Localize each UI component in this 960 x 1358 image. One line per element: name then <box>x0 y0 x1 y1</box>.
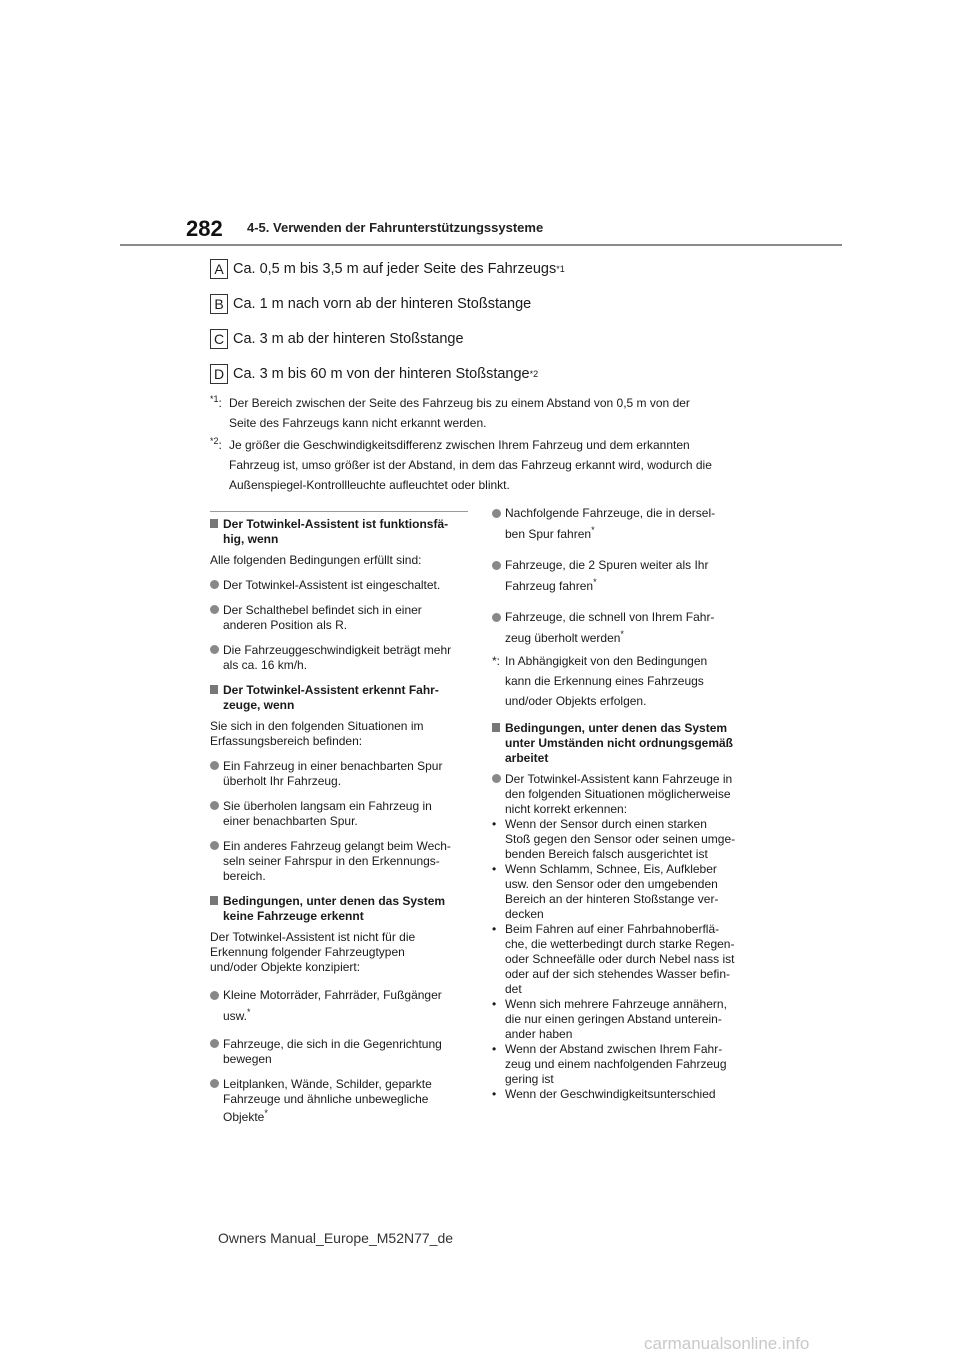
note-marker: *: <box>492 654 501 668</box>
watermark: carmanualsonline.info <box>644 1334 810 1353</box>
list-item <box>492 503 750 545</box>
dot-bullet-icon: • <box>492 922 497 936</box>
footnote-line: Je größer die Geschwindigkeitsdifferenz zwischen Ihrem Fahrzeug und dem erkannten <box>229 438 690 452</box>
page-number: 282 <box>186 216 223 241</box>
circle-bullet-icon <box>492 561 501 570</box>
list-item-text: den folgenden Situationen möglicherweise <box>505 787 731 801</box>
column-rule <box>210 511 468 512</box>
footnote-ref: * <box>593 577 597 587</box>
legend-item-b <box>210 294 850 314</box>
dash-item-text: Wenn der Geschwindigkeitsunterschied <box>505 1087 716 1101</box>
circle-bullet-icon <box>210 991 219 1000</box>
legend-letter-box: A <box>210 259 228 279</box>
circle-bullet-icon <box>210 801 219 810</box>
paragraph-line: und/oder Objekte konzipiert: <box>210 960 361 974</box>
list-item-text: Leitplanken, Wände, Schilder, geparkte <box>223 1077 432 1091</box>
dash-item-text: Bereich an der hinteren Stoßstange ver- <box>505 892 719 906</box>
legend-item-d: D Ca. 3 m bis 60 m von der hinteren Stoßstange *2 <box>210 364 850 384</box>
dash-item-text: decken <box>505 907 544 921</box>
legend-letter-box: D <box>210 364 228 384</box>
footnote-1: $^{*1}$: Der Bereich zwischen der Seite des Fahrzeug bis zu einem Abstand von 0,5 m von der Seite des Fahrzeugs kann nicht erkannt werden. <box>210 393 770 433</box>
paragraph <box>210 719 468 749</box>
legend-letter-box: C <box>210 329 228 349</box>
section-heading <box>210 517 468 547</box>
circle-bullet-icon <box>210 761 219 770</box>
legend-text: Ca. 3 m bis 60 m von der hinteren Stoßstange <box>233 366 530 382</box>
dash-item <box>492 862 750 922</box>
heading-line: Bedingungen, unter denen das System <box>505 721 728 735</box>
footnote-line: Der Bereich zwischen der Seite des Fahrzeug bis zu einem Abstand von 0,5 m von der <box>229 396 690 410</box>
list-item <box>210 1037 468 1067</box>
section-heading <box>210 894 468 924</box>
list-item-text: als ca. 16 km/h. <box>223 658 308 672</box>
circle-bullet-icon <box>492 509 501 518</box>
list-item <box>492 607 750 649</box>
legend-item-a: A Ca. 0,5 m bis 3,5 m auf jeder Seite des Fahrzeugs *1 <box>210 259 850 279</box>
paragraph <box>210 930 468 975</box>
footnote-note <box>492 651 750 711</box>
list-item <box>210 799 468 829</box>
legend-item-c <box>210 329 850 349</box>
list-item-text: Der Totwinkel-Assistent kann Fahrzeuge in <box>505 772 733 786</box>
heading-line: hig, wenn <box>223 532 279 546</box>
list-item <box>210 985 468 1027</box>
heading-line: zeuge, wenn <box>223 698 295 712</box>
dash-item-text: Wenn der Sensor durch einen starken <box>505 817 707 831</box>
footnote-2: $^{*2}$: Je größer die Geschwindigkeitsdifferenz zwischen Ihrem Fahrzeug und dem erkannten Fahrzeug ist, umso größer ist der Abstand, in dem das Fahrzeug erkannt wird, wodurch die Außenspiegel-Kontrollleuchte aufleuchtet oder blinkt. <box>210 435 770 495</box>
square-bullet-icon <box>492 723 500 732</box>
dash-item-text: Stoß gegen den Sensor oder seinen umge- <box>505 832 736 846</box>
dot-bullet-icon: • <box>492 997 497 1011</box>
circle-bullet-icon <box>492 774 501 783</box>
paragraph: Alle folgenden Bedingungen erfüllt sind: <box>210 553 422 567</box>
dash-item <box>492 997 750 1042</box>
list-item-text: zeug überholt werden <box>505 631 621 645</box>
dash-item-text: oder Schneefälle oder durch Nebel nass ist <box>505 952 735 966</box>
legend-text: Ca. 1 m nach vorn ab der hinteren Stoßstange <box>233 296 532 312</box>
list-item-text: Fahrzeuge, die schnell von Ihrem Fahr- <box>505 610 715 624</box>
dash-item-text: die nur einen geringen Abstand unterein- <box>505 1012 722 1026</box>
list-item-text: ben Spur fahren <box>505 527 592 541</box>
dash-item-text: det <box>505 982 522 996</box>
list-item <box>210 1077 468 1128</box>
dot-bullet-icon: • <box>492 1087 497 1101</box>
note-line: und/oder Objekts erfolgen. <box>505 694 647 708</box>
dot-bullet-icon: • <box>492 817 497 831</box>
footnote-ref: * <box>620 629 624 639</box>
list-item-text: Die Fahrzeuggeschwindigkeit beträgt mehr <box>223 643 452 657</box>
heading-line: arbeitet <box>505 751 549 765</box>
list-item-text: Kleine Motorräder, Fahrräder, Fußgänger <box>223 988 442 1002</box>
left-column <box>210 517 468 1128</box>
dot-bullet-icon: • <box>492 1042 497 1056</box>
list-item-text: Ein Fahrzeug in einer benachbarten Spur <box>223 759 443 773</box>
list-item <box>210 578 468 593</box>
header-rule <box>120 244 842 246</box>
list-item-text: überholt Ihr Fahrzeug. <box>223 774 342 788</box>
right-column <box>492 503 750 1102</box>
dash-item-text: Wenn der Abstand zwischen Ihrem Fahr- <box>505 1042 723 1056</box>
section-heading <box>492 721 750 766</box>
heading-line: unter Umständen nicht ordnungsgemäß <box>505 736 734 750</box>
list-item-text: Objekte <box>223 1110 265 1124</box>
list-item <box>210 839 468 884</box>
list-item-text: Nachfolgende Fahrzeuge, die in dersel- <box>505 506 716 520</box>
list-item-text: bereich. <box>223 869 266 883</box>
heading-line: Der Totwinkel-Assistent erkennt Fahr- <box>223 683 439 697</box>
list-item <box>492 555 750 597</box>
paragraph-line: Erkennung folgender Fahrzeugtypen <box>210 945 405 959</box>
list-item-text: Der Totwinkel-Assistent ist eingeschaltet. <box>223 578 441 592</box>
footnote-ref: * <box>264 1108 268 1118</box>
circle-bullet-icon <box>210 605 219 614</box>
footnote-marker: *1 <box>210 394 219 404</box>
circle-bullet-icon <box>210 1079 219 1088</box>
heading-line: Bedingungen, unter denen das System <box>223 894 446 908</box>
heading-line: Der Totwinkel-Assistent ist funktionsfä- <box>223 517 449 531</box>
footnote-ref: * <box>591 525 595 535</box>
note-line: kann die Erkennung eines Fahrzeugs <box>505 674 704 688</box>
page-header <box>0 0 960 260</box>
footnote-line: Seite des Fahrzeugs kann nicht erkannt werden. <box>229 416 487 430</box>
list-item-text: nicht korrekt erkennen: <box>505 802 628 816</box>
circle-bullet-icon <box>492 613 501 622</box>
list-item <box>210 759 468 789</box>
legend-text: Ca. 3 m ab der hinteren Stoßstange <box>233 331 464 347</box>
list-item <box>210 603 468 633</box>
section-heading <box>210 683 468 713</box>
paragraph-line: Sie sich in den folgenden Situationen im <box>210 719 424 733</box>
circle-bullet-icon <box>210 580 219 589</box>
square-bullet-icon <box>210 519 218 528</box>
dash-item-text: benden Bereich falsch ausgerichtet ist <box>505 847 708 861</box>
paragraph-line: Erfassungsbereich befinden: <box>210 734 363 748</box>
dash-item-text: gering ist <box>505 1072 554 1086</box>
dash-item-text: Beim Fahren auf einer Fahrbahnoberflä- <box>505 922 720 936</box>
dash-item <box>492 817 750 862</box>
footnote-ref: * <box>247 1007 251 1017</box>
list-item-text: Fahrzeuge, die sich in die Gegenrichtung <box>223 1037 442 1051</box>
square-bullet-icon <box>210 896 218 905</box>
list-item <box>492 772 750 817</box>
range-legend <box>210 259 850 399</box>
paragraph-line: Der Totwinkel-Assistent ist nicht für die <box>210 930 416 944</box>
list-item-text: Fahrzeug fahren <box>505 579 594 593</box>
list-item-text: seln seiner Fahrspur in den Erkennungs- <box>223 854 440 868</box>
footer-text: Owners Manual_Europe_M52N77_de <box>218 1230 454 1246</box>
dash-item <box>492 1087 750 1102</box>
dash-item-text: ander haben <box>505 1027 573 1041</box>
dash-item-text: Wenn Schlamm, Schnee, Eis, Aufkleber <box>505 862 717 876</box>
list-item-text: Ein anderes Fahrzeug gelangt beim Wech- <box>223 839 451 853</box>
dash-item <box>492 922 750 997</box>
dash-item-text: oder auf der sich stehendes Wasser befin- <box>505 967 731 981</box>
dash-item-text: zeug und einem nachfolgenden Fahrzeug <box>505 1057 727 1071</box>
dash-item-text: Wenn sich mehrere Fahrzeuge annähern, <box>505 997 727 1011</box>
list-item-text: Der Schalthebel befindet sich in einer <box>223 603 422 617</box>
circle-bullet-icon <box>210 645 219 654</box>
list-item-text: anderen Position als R. <box>223 618 348 632</box>
dash-item <box>492 1042 750 1087</box>
list-item-text: usw. <box>223 1009 248 1023</box>
note-line: In Abhängigkeit von den Bedingungen <box>505 654 708 668</box>
dot-bullet-icon: • <box>492 862 497 876</box>
list-item-text: Fahrzeuge, die 2 Spuren weiter als Ihr <box>505 558 709 572</box>
circle-bullet-icon <box>210 1039 219 1048</box>
list-item-text: bewegen <box>223 1052 272 1066</box>
footnote-line: Fahrzeug ist, umso größer ist der Abstand, in dem das Fahrzeug erkannt wird, wodurch die <box>229 458 712 472</box>
square-bullet-icon <box>210 685 218 694</box>
list-item-text: einer benachbarten Spur. <box>223 814 358 828</box>
circle-bullet-icon <box>210 841 219 850</box>
dash-item-text: usw. den Sensor oder den umgebenden <box>505 877 718 891</box>
list-item-text: Sie überholen langsam ein Fahrzeug in <box>223 799 432 813</box>
legend-text: Ca. 0,5 m bis 3,5 m auf jeder Seite des Fahrzeugs <box>233 261 557 277</box>
heading-line: keine Fahrzeuge erkennt <box>223 909 364 923</box>
dash-item-text: che, die wetterbedingt durch starke Regen- <box>505 937 735 951</box>
list-item <box>210 643 468 673</box>
footnote-line: Außenspiegel-Kontrollleuchte aufleuchtet oder blinkt. <box>229 478 510 492</box>
section-title: 4-5. Verwenden der Fahrunterstützungssysteme <box>247 220 544 235</box>
legend-letter-box: B <box>210 294 228 314</box>
footnote-marker: *2 <box>210 436 219 446</box>
list-item-text: Fahrzeuge und ähnliche unbewegliche <box>223 1092 429 1106</box>
